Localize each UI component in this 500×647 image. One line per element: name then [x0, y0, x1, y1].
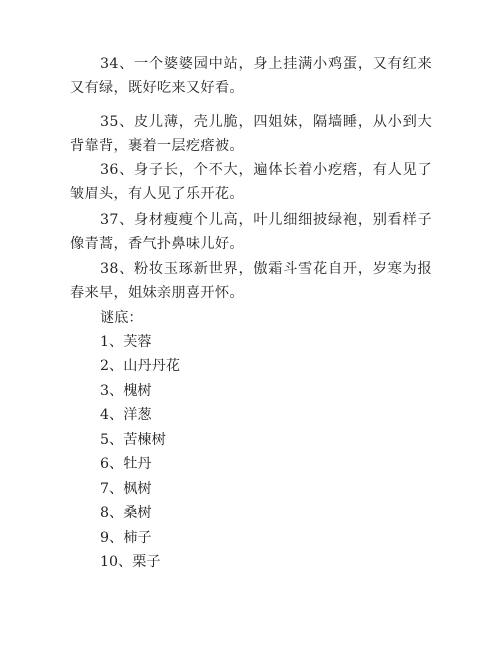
answer-item: 7、枫树	[100, 481, 152, 497]
answer-item: 1、芙蓉	[100, 334, 152, 350]
riddle-37: 37、身材瘦瘦个儿高，叶儿细细披绿袍，别看样子像青蒿，香气扑鼻味儿好。	[70, 212, 432, 252]
answers-heading: 谜底：	[100, 310, 143, 326]
riddle-38: 38、粉妆玉琢新世界，傲霜斗雪花自开，岁寒为报春来早，姐妹亲朋喜开怀。	[70, 261, 432, 301]
answer-item: 4、洋葱	[100, 407, 152, 423]
answer-item: 10、栗子	[100, 554, 161, 570]
riddle-34: 34、一个婆婆园中站，身上挂满小鸡蛋，又有红来又有绿，既好吃来又好看。	[70, 56, 432, 96]
answer-item: 9、柿子	[100, 530, 152, 546]
answer-item: 6、牡丹	[100, 456, 152, 472]
riddle-35: 35、皮儿薄，壳儿脆，四姐妹，隔墙睡，从小到大背靠背，裹着一层疙瘩被。	[70, 114, 432, 154]
riddle-36: 36、身子长，个不大，遍体长着小疙瘩，有人见了皱眉头，有人见了乐开花。	[70, 162, 432, 202]
answer-item: 8、桑树	[100, 505, 152, 521]
answer-item: 2、山丹丹花	[100, 358, 180, 374]
answer-item: 5、苦楝树	[100, 432, 166, 448]
answer-item: 3、槐树	[100, 383, 152, 399]
